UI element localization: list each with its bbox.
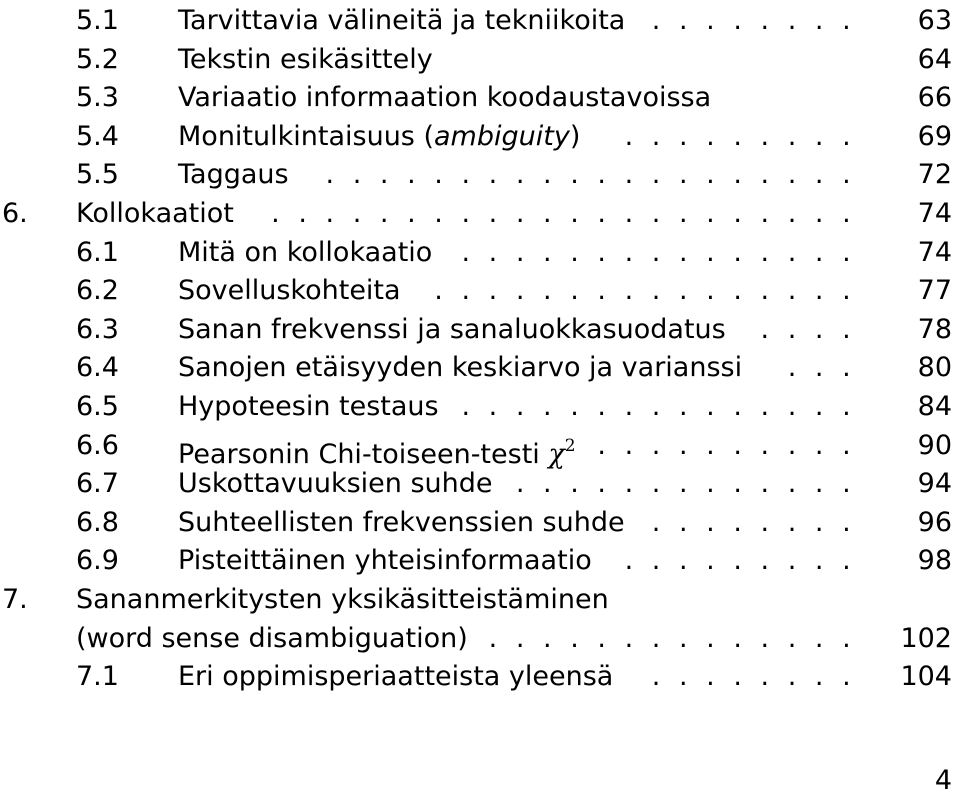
toc-entry[interactable] [0,581,960,619]
toc-entry-title: (word sense disambiguation) [76,622,468,654]
toc-entry-page: 102 [900,622,952,654]
toc-entry-title: Sanan frekvenssi ja sanaluokkasuodatus [178,313,726,345]
toc-entry[interactable] [0,311,960,349]
toc-entry-number: 6.7 [76,468,119,500]
toc-entry-page: 64 [917,43,952,75]
toc-entry[interactable] [0,79,960,117]
toc-entry-title: Uskottavuuksien suhde [178,468,493,500]
page-number: 4 [934,765,952,796]
toc-entry-number: 7. [2,584,28,615]
toc-entry[interactable] [0,234,960,272]
toc-entry-title-italic: ambiguity [434,120,570,152]
superscript: 2 [564,435,576,456]
toc-entry-title-text: Monitulkintaisuus ( [178,120,434,152]
toc-entry-number: 5.1 [76,5,119,36]
toc-entry-page: 72 [917,159,952,191]
toc-entry-page: 96 [917,506,952,538]
toc-entry-number: 6.9 [76,545,119,577]
dot-leader: . . . . . . . . . . . . . . . [461,391,851,422]
toc-entry-page: 90 [917,429,952,461]
toc-entry[interactable] [0,2,960,40]
toc-entry-page: 77 [917,275,952,307]
toc-entry-title: Sanojen etäisyyden keskiarvo ja varianssi [178,352,743,384]
toc-entry-number: 6.6 [76,429,119,461]
toc-entry-page: 69 [917,120,952,152]
toc-entry[interactable] [0,465,960,503]
toc-entry[interactable] [0,41,960,79]
dot-leader: . . . . . . . . . . . . . . . . . . . . . . [271,198,851,229]
toc-entry-title: Taggaus [178,159,289,191]
toc-entry-number: 6.5 [76,391,119,422]
toc-entry-page: 78 [917,313,952,345]
dot-leader: . . . . . . . . . . [597,429,851,461]
toc-entry[interactable] [0,118,960,156]
dot-leader: . . . . . . . . . . . . . . . [461,236,851,268]
dot-leader: . . . . . . . . . . . . . . [488,622,851,654]
toc-entry-number: 6.1 [76,236,119,268]
toc-entry[interactable] [0,427,960,470]
toc-entry-title [178,118,580,156]
dot-leader: . . . [787,352,851,384]
dot-leader: . . . . . . . . . . . . . . . . . . . . [325,159,851,191]
toc-entry[interactable] [0,542,960,580]
toc-entry-page: 94 [917,468,952,500]
toc-entry-page: 98 [917,545,952,577]
toc-entry[interactable] [0,272,960,310]
toc-entry-page: 84 [917,391,952,422]
toc-entry-title: Mitä on kollokaatio [178,236,433,268]
toc-entry-number: 6.8 [76,506,119,538]
toc-entry-page: 63 [917,5,952,36]
toc-entry[interactable] [0,156,960,194]
toc-entry-number: 6. [2,198,28,229]
toc-entry-page: 80 [917,352,952,384]
toc-entry[interactable] [0,195,960,233]
toc-entry-title: Eri oppimisperiaatteista yleensä [178,661,614,693]
toc-entry-title: Hypoteesin testaus [178,391,439,422]
dot-leader: . . . . . . . . . [624,545,851,577]
toc-entry-title-text: ) [569,120,581,152]
toc-entry-number: 5.2 [76,43,119,75]
toc-entry-number: 6.4 [76,352,119,384]
toc-entry-number: 6.2 [76,275,119,307]
toc-entry-title: Tarvittavia välineitä ja tekniikoita [178,5,626,36]
toc-entry-title: Suhteellisten frekvenssien suhde [178,506,625,538]
toc-entry[interactable] [0,388,960,426]
toc-entry-title: Tekstin esikäsittely [178,43,433,75]
toc-entry-number: 5.3 [76,82,119,114]
dot-leader: . . . . . . . . [651,661,851,693]
toc-entry-title: Kollokaatiot [76,198,234,229]
toc-entry-page: 104 [900,661,952,693]
toc-entry-number: 5.4 [76,120,119,152]
toc-entry-title-text: Pearsonin Chi-toiseen-testi [178,438,549,470]
dot-leader: . . . . . . . . [651,506,851,538]
toc-entry-page: 66 [917,82,952,114]
toc-entry-title: Sovelluskohteita [178,275,401,307]
chi-symbol: χ [548,438,565,470]
toc-entry[interactable] [0,349,960,387]
toc-entry-number: 5.5 [76,159,119,191]
dot-leader: . . . . [760,313,851,345]
toc-entry[interactable] [0,504,960,542]
dot-leader: . . . . . . . . . . . . . [515,468,851,500]
dot-leader: . . . . . . . . . . . . . . . . [434,275,851,307]
toc-entry[interactable] [0,620,960,658]
toc-entry-title: Pisteittäinen yhteisinformaatio [178,545,592,577]
toc-entry-number: 7.1 [76,661,119,693]
toc-entry-title: Sananmerkitysten yksikäsitteistäminen [76,584,609,615]
toc-entry-title: Variaatio informaation koodaustavoissa [178,82,712,114]
toc-entry[interactable] [0,658,960,696]
toc-entry-page: 74 [917,236,952,268]
dot-leader: . . . . . . . . [651,5,851,36]
toc-entry-page: 74 [917,198,952,229]
toc-entry-number: 6.3 [76,313,119,345]
dot-leader: . . . . . . . . . [624,120,851,152]
